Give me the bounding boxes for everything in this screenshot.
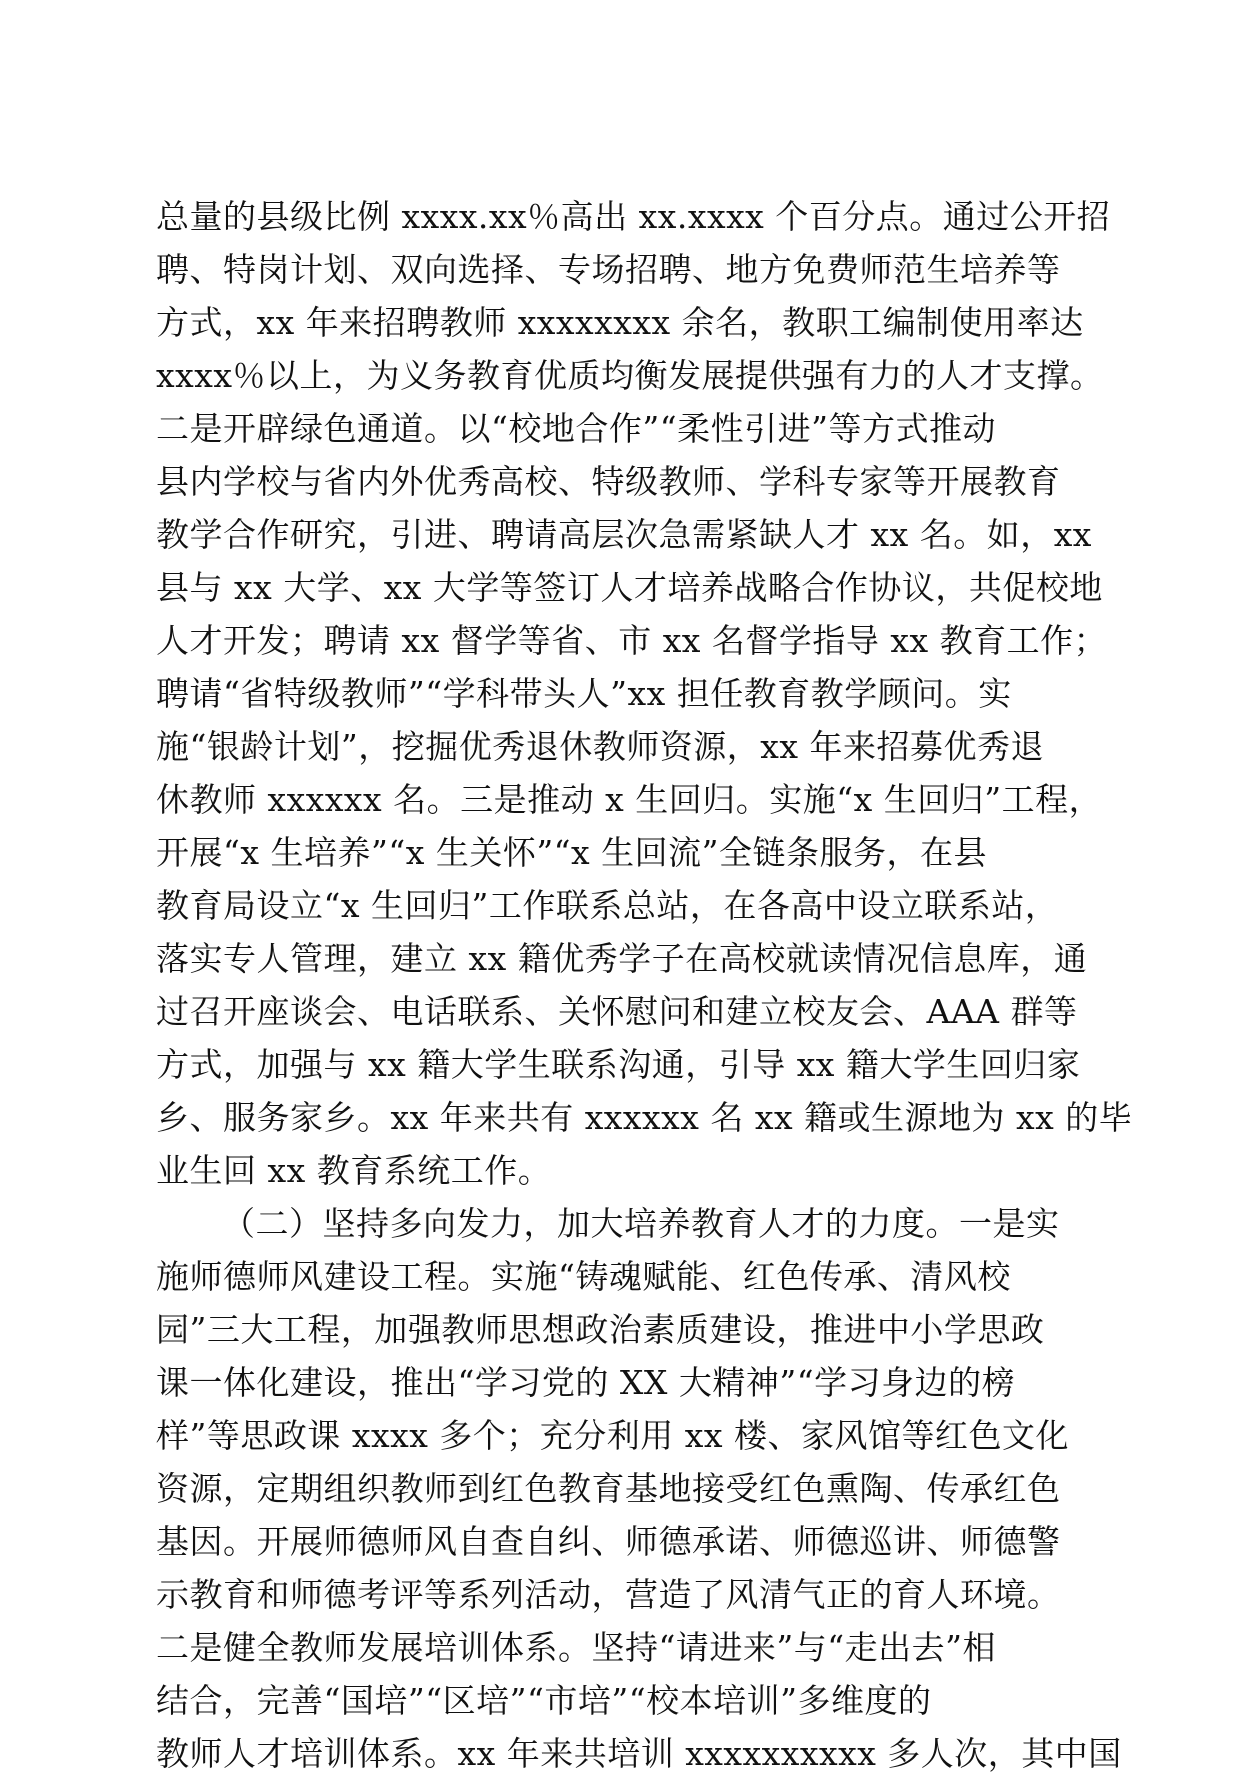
text-line: 结合，完善“国培”“区培”“市培”“校本培训”多维度的 — [156, 1681, 932, 1720]
text-line: 人才开发；聘请 xx 督学等省、市 xx 名督学指导 xx 教育工作； — [156, 621, 1108, 660]
section-heading-line: （二）坚持多向发力，加大培养教育人才的力度。一是实 — [222, 1204, 1060, 1243]
text-line: 二是健全教师发展培训体系。坚持“请进来”与“走出去”相 — [156, 1628, 996, 1667]
text-line: 资源，定期组织教师到红色教育基地接受红色熏陶、传承红色 — [156, 1469, 1061, 1508]
text-line: 基因。开展师德师风自查自纠、师德承诺、师德巡讲、师德警 — [156, 1522, 1061, 1561]
text-line: 聘、特岗计划、双向选择、专场招聘、地方免费师范生培养等 — [156, 250, 1061, 289]
text-line: 业生回 xx 教育系统工作。 — [156, 1151, 552, 1190]
text-line: 教学合作研究，引进、聘请高层次急需紧缺人才 xx 名。如，xx — [156, 515, 1092, 554]
text-line: 聘请“省特级教师”“学科带头人”xx 担任教育教学顾问。实 — [156, 674, 1012, 713]
text-line: 二是开辟绿色通道。以“校地合作”“柔性引进”等方式推动 — [156, 409, 996, 448]
text-line: 园”三大工程，加强教师思想政治素质建设，推进中小学思政 — [156, 1310, 1045, 1349]
text-line: 县与 xx 大学、xx 大学等签订人才培养战略合作协议，共促校地 — [156, 568, 1103, 607]
body-text — [156, 190, 1133, 1780]
text-line: 教师人才培训体系。xx 年来共培训 xxxxxxxxxx 多人次，其中国 — [156, 1734, 1122, 1773]
text-line: 方式，xx 年来招聘教师 xxxxxxxx 余名，教职工编制使用率达 — [156, 303, 1084, 342]
text-line: 县内学校与省内外优秀高校、特级教师、学科专家等开展教育 — [156, 462, 1061, 501]
text-line: 开展“x 生培养”“x 生关怀”“x 生回流”全链条服务，在县 — [156, 833, 988, 872]
text-line: 教育局设立“x 生回归”工作联系总站，在各高中设立联系站， — [156, 886, 1059, 925]
text-line: 施师德师风建设工程。实施“铸魂赋能、红色传承、清风校 — [156, 1257, 1011, 1296]
text-line: xxxx％以上，为义务教育优质均衡发展提供强有力的人才支撑。 — [156, 356, 1104, 395]
text-line: 总量的县级比例 xxxx.xx％高出 xx.xxxx 个百分点。通过公开招 — [156, 197, 1111, 236]
text-line: 样”等思政课 xxxx 多个；充分利用 xx 楼、家风馆等红色文化 — [156, 1416, 1069, 1455]
text-line: 课一体化建设，推出“学习党的 XX 大精神”“学习身边的榜 — [156, 1363, 1016, 1402]
text-line: 施“银龄计划”，挖掘优秀退休教师资源，xx 年来招募优秀退 — [156, 727, 1044, 766]
text-line: 示教育和师德考评等系列活动，营造了风清气正的育人环境。 — [156, 1575, 1061, 1614]
text-line: 休教师 xxxxxx 名。三是推动 x 生回归。实施“x 生回归”工程， — [156, 780, 1103, 819]
text-line: 过召开座谈会、电话联系、关怀慰问和建立校友会、AAA 群等 — [156, 992, 1078, 1031]
text-line: 落实专人管理，建立 xx 籍优秀学子在高校就读情况信息库，通 — [156, 939, 1088, 978]
text-line: 乡、服务家乡。xx 年来共有 xxxxxx 名 xx 籍或生源地为 xx 的毕 — [156, 1098, 1133, 1137]
text-line: 方式，加强与 xx 籍大学生联系沟通，引导 xx 籍大学生回归家 — [156, 1045, 1081, 1084]
